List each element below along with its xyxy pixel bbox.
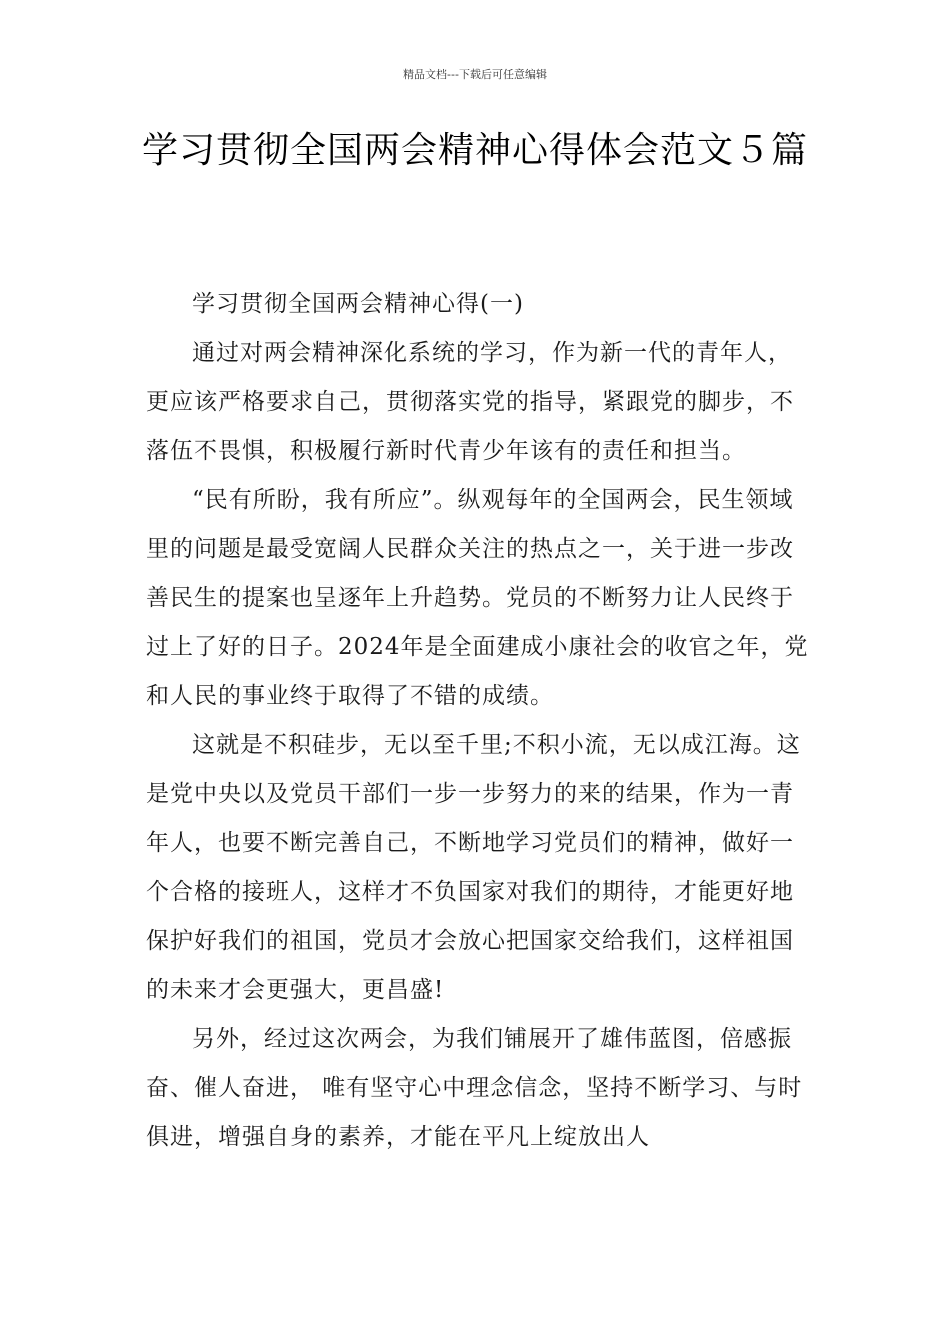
header-note: 精品文档---下载后可任意编辑	[403, 68, 547, 81]
paragraph-4: 另外，经过这次两会，为我们铺展开了雄伟蓝图，倍感振奋、催人奋进， 唯有坚守心中理念信念，坚持不断学习、与时俱进，增强自身的素养，才能在平凡上绽放出人	[146, 1026, 803, 1150]
paragraph-2: “民有所盼，我有所应”。纵观每年的全国两会，民生领域里的问题是最受宽阔人民群众关注的热点之一，关于进一步改善民生的提案也呈逐年上升趋势。党员的不断努力让人民终于过上了好的日子。2024年是全面建成小康社会的收官之年，党和人民的事业终于取得了不错的成绩。	[146, 487, 809, 709]
document-body	[146, 280, 810, 1162]
paragraph-1: 通过对两会精神深化系统的学习，作为新一代的青年人，更应该严格要求自己，贯彻落实党的指导，紧跟党的脚步，不落伍不畏惧，积极履行新时代青少年该有的责任和担当。	[146, 340, 794, 464]
document-title: 学习贯彻全国两会精神心得体会范文５篇	[141, 130, 808, 171]
section-heading: 学习贯彻全国两会精神心得(一)	[192, 291, 524, 317]
paragraph-3: 这就是不积硅步，无以至千里;不积小流，无以成江海。这是党中央以及党员干部们一步一步努力的来的结果，作为一青年人，也要不断完善自己，不断地学习党员们的精神，做好一个合格的接班人，这样才不负国家对我们的期待，才能更好地保护好我们的祖国，党员才会放心把国家交给我们，这样祖国的未来才会更强大，更昌盛!	[146, 732, 801, 1003]
